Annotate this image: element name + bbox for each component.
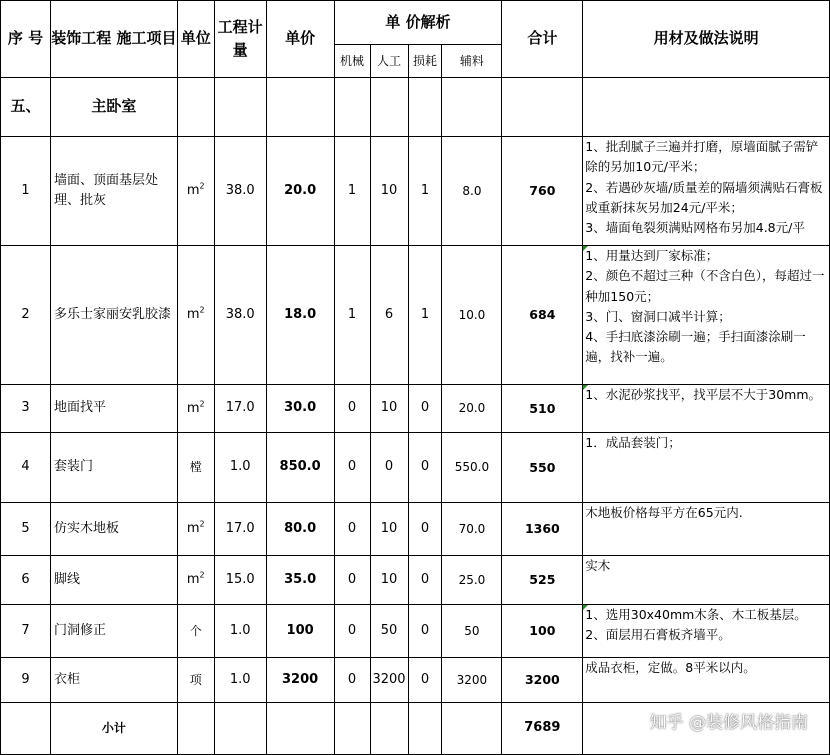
watermark: 知乎 @装修风格指南	[649, 713, 808, 733]
row-desc	[583, 385, 830, 433]
table-row	[1, 658, 830, 703]
row-qty: 17.0	[214, 503, 266, 556]
desc-line: 成品衣柜，定做。8平米以内。	[585, 660, 756, 675]
row-mech: 0	[334, 658, 370, 703]
desc-line: 实木	[585, 558, 611, 573]
row-seq: 3	[1, 385, 51, 433]
row-labor: 10	[370, 503, 408, 556]
row-unit: 樘	[177, 433, 214, 503]
header-mech: 机械	[334, 45, 370, 78]
row-price: 35.0	[266, 556, 334, 605]
desc-line: 3、门、窗洞口减半计算；	[585, 308, 731, 324]
row-price: 80.0	[266, 503, 334, 556]
desc-line: 1．成品套装门；	[585, 435, 681, 450]
row-seq: 5	[1, 503, 51, 556]
row-name: 多乐士家丽安乳胶漆	[50, 246, 177, 385]
row-loss: 0	[408, 433, 442, 503]
desc-line: 1、用量达到厂家标准；	[585, 248, 719, 263]
row-total: 100	[502, 605, 583, 658]
row-aux: 20.0	[442, 385, 502, 433]
table-row	[1, 385, 830, 433]
row-unit	[177, 246, 214, 385]
header-qty: 工程计量	[214, 1, 266, 78]
header-analysis: 单 价解析	[334, 1, 502, 45]
row-mech: 0	[334, 605, 370, 658]
row-total: 510	[502, 385, 583, 433]
row-qty: 1.0	[214, 605, 266, 658]
row-total: 684	[502, 246, 583, 385]
row-loss: 0	[408, 503, 442, 556]
row-loss: 1	[408, 137, 442, 246]
row-desc	[583, 433, 830, 503]
header-desc: 用材及做法说明	[583, 1, 830, 78]
row-price: 20.0	[266, 137, 334, 246]
header-price: 单价	[266, 1, 334, 78]
row-loss: 0	[408, 385, 442, 433]
row-qty: 38.0	[214, 137, 266, 246]
header-loss: 损耗	[408, 45, 442, 78]
header-labor: 人工	[370, 45, 408, 78]
row-total: 760	[502, 137, 583, 246]
row-total: 550	[502, 433, 583, 503]
row-labor: 50	[370, 605, 408, 658]
row-aux: 3200	[442, 658, 502, 703]
row-labor: 3200	[370, 658, 408, 703]
table-row	[1, 246, 830, 385]
row-price: 30.0	[266, 385, 334, 433]
row-price: 850.0	[266, 433, 334, 503]
row-seq: 1	[1, 137, 51, 246]
table-row	[1, 503, 830, 556]
subtotal-total: 7689	[502, 703, 583, 755]
row-labor: 10	[370, 137, 408, 246]
row-loss: 0	[408, 605, 442, 658]
desc-line: 2、面层用石膏板齐墙平。	[585, 627, 731, 643]
desc-line: 1、选用30x40mm木条、木工板基层。	[585, 607, 807, 622]
row-aux: 70.0	[442, 503, 502, 556]
row-labor: 6	[370, 246, 408, 385]
row-mech: 0	[334, 385, 370, 433]
row-unit: 项	[177, 658, 214, 703]
row-desc	[583, 658, 830, 703]
row-unit-text: $m^2$	[186, 305, 205, 323]
row-qty: 1.0	[214, 658, 266, 703]
row-name: 仿实木地板	[50, 503, 177, 556]
row-seq: 6	[1, 556, 51, 605]
row-price: 100	[266, 605, 334, 658]
row-qty: 15.0	[214, 556, 266, 605]
row-price: 3200	[266, 658, 334, 703]
row-mech: 1	[334, 137, 370, 246]
desc-line: 1、水泥砂浆找平，找平层不大于30mm。	[585, 387, 822, 402]
row-unit	[177, 385, 214, 433]
row-loss: 0	[408, 556, 442, 605]
row-total: 525	[502, 556, 583, 605]
row-total: 3200	[502, 658, 583, 703]
row-unit-text: $m^2$	[186, 181, 205, 199]
row-total: 1360	[502, 503, 583, 556]
desc-line: 4、手扫底漆涂刷一遍；手扫面漆涂刷一遍，找补一遍。	[585, 329, 806, 365]
table-row	[1, 137, 830, 246]
section-name: 主卧室	[50, 78, 177, 137]
row-desc	[583, 503, 830, 556]
row-qty: 38.0	[214, 246, 266, 385]
row-unit-text: $m^2$	[186, 570, 205, 588]
row-labor: 10	[370, 556, 408, 605]
row-aux: 550.0	[442, 433, 502, 503]
row-aux: 8.0	[442, 137, 502, 246]
row-name: 脚线	[50, 556, 177, 605]
row-name: 门洞修正	[50, 605, 177, 658]
row-labor: 10	[370, 385, 408, 433]
desc-line: 木地板价格每平方在65元内.	[585, 505, 743, 520]
desc-line: 2、颜色不超过三种（不含白色），每超过一种加150元；	[585, 268, 825, 304]
section-seq: 五、	[1, 78, 51, 137]
row-price: 18.0	[266, 246, 334, 385]
row-desc	[583, 605, 830, 658]
row-aux: 10.0	[442, 246, 502, 385]
table-row	[1, 556, 830, 605]
row-unit	[177, 503, 214, 556]
row-mech: 1	[334, 246, 370, 385]
row-unit-text: $m^2$	[186, 519, 205, 537]
subtotal-label: 小计	[50, 703, 177, 755]
header-item: 装饰工程 施工项目	[50, 1, 177, 78]
row-mech: 0	[334, 503, 370, 556]
header-seq: 序 号	[1, 1, 51, 78]
row-name: 墙面、顶面基层处理、批灰	[50, 137, 177, 246]
header-aux: 辅料	[442, 45, 502, 78]
row-desc	[583, 556, 830, 605]
row-name: 套装门	[50, 433, 177, 503]
row-unit-text: $m^2$	[186, 399, 205, 416]
row-unit: 个	[177, 605, 214, 658]
row-mech: 0	[334, 556, 370, 605]
row-qty: 17.0	[214, 385, 266, 433]
row-labor: 0	[370, 433, 408, 503]
row-loss: 0	[408, 658, 442, 703]
row-loss: 1	[408, 246, 442, 385]
row-seq: 7	[1, 605, 51, 658]
desc-line: 1、批刮腻子三遍并打磨，原墙面腻子需铲除的另加10元/平米；	[585, 139, 819, 175]
desc-line: 3、墙面龟裂须满贴网格布另加4.8元/平	[585, 220, 805, 235]
row-seq: 4	[1, 433, 51, 503]
header-unit: 单位	[177, 1, 214, 78]
table-row	[1, 433, 830, 503]
row-aux: 25.0	[442, 556, 502, 605]
row-aux: 50	[442, 605, 502, 658]
row-desc	[583, 246, 830, 385]
row-desc	[583, 137, 830, 246]
row-name: 地面找平	[50, 385, 177, 433]
section-row	[1, 78, 830, 137]
row-qty: 1.0	[214, 433, 266, 503]
row-unit	[177, 137, 214, 246]
row-unit	[177, 556, 214, 605]
table-row	[1, 605, 830, 658]
header-total: 合计	[502, 1, 583, 78]
desc-line: 2、若遇砂灰墙/质量差的隔墙须满贴石膏板或重新抹灰另加24元/平米；	[585, 179, 823, 215]
row-mech: 0	[334, 433, 370, 503]
row-seq: 2	[1, 246, 51, 385]
row-seq: 9	[1, 658, 51, 703]
row-name: 衣柜	[50, 658, 177, 703]
